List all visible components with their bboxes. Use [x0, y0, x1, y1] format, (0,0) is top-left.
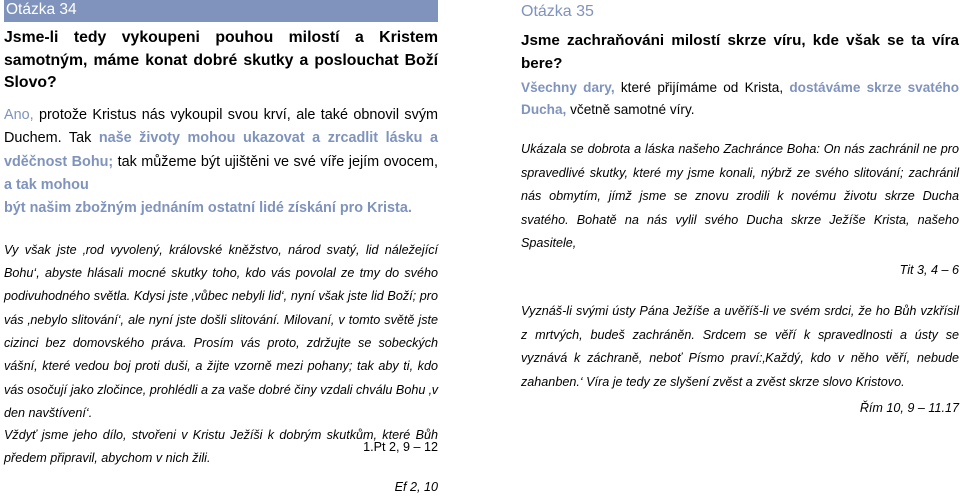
verse-part: Milovaní, v tomto světě jste cizinci bez domovského práva. — [4, 312, 438, 350]
verse-part: Srdcem se věří k spravedlnosti a ústy se vyznává k záchraně, neboť Písmo praví:‚Každý, kdo v něho věří, nebude zahanben.‘ — [521, 327, 960, 389]
verse-part: Vy však jste ‚rod vyvolený, královské kněžstvo, národ svatý, lid náležející Bohu‘, abyste hlásali mocné skutky toho, kdo vás povolal ze tmy do svého podivuhodného světla. — [4, 242, 438, 304]
answer-highlight: Všechny dary, — [521, 80, 615, 95]
question-text: Jsme zachraňováni milostí skrze víru, kde však se ta víra bere? — [521, 32, 959, 72]
answer-part: protože Kristus nás vykoupil svou krví, ale také obnovil svým Duchem. Tak — [4, 106, 438, 147]
verse-reference: 1.Pt 2, 9 – 12 — [363, 440, 438, 455]
verse-text — [521, 300, 959, 394]
verse-part: Kdysi jste ‚vůbec nebyli lid‘, nyní však jste lid Boží; pro vás ‚nebylo slitování‘, ale nyní jste došli slitování. — [4, 289, 438, 327]
answer-part: tak můžeme být ujištěni ve své víře jejím ovocem, — [113, 153, 438, 170]
verse-part: Bohatě na nás vylil svého Ducha skrze Ježíše Krista, našeho Spasitele, — [521, 212, 959, 251]
verse-reference: Tit 3, 4 – 6 — [899, 262, 959, 277]
bottom-verse-block — [4, 424, 438, 497]
verse-part: Prosím vás proto, zdržujte se sobeckých vášní, které vedou boj proti duši, a žijte vzorně mezi pohany; tak aby ti, kdo vás osočují jako zločince, prohlédli a za vaše dobré činy vzdali chválu Bohu ‚v den navštívení‘. — [4, 336, 439, 420]
verse-reference: Ef 2, 10 — [394, 479, 438, 494]
verse-part: Vyznáš-li svými ústy Pána Ježíše a uvěříš-li ve svém srdci, že ho Bůh vzkřísil z mrtvých, budeš zachráněn. — [521, 303, 959, 342]
answer-text — [521, 77, 959, 121]
verse-text — [521, 138, 959, 256]
left-column — [4, 0, 438, 457]
verse-text: Vždyť jsme jeho dílo, stvořeni v Kristu Ježíši k dobrým skutkům, které Bůh předem připravil, abychom v nich žili. — [4, 428, 438, 466]
question-heading: Otázka 35 — [521, 2, 959, 24]
answer-highlight: a tak mohou — [4, 177, 89, 193]
answer-text — [4, 104, 438, 221]
answer-highlight: dostáváme skrze svatého Ducha, — [521, 80, 959, 117]
answer-highlight: být našim zbožným jednáním ostatní lidé získání pro Krista. — [4, 200, 412, 217]
verse-text — [4, 239, 438, 425]
question-text: Jsme-li tedy vykoupeni pouhou milostí a Kristem samotným, máme konat dobré skutky a poslouchat Boží Slovo? — [4, 29, 438, 92]
verse-part: Ukázala se dobrota a láska našeho Zachránce Boha: On nás zachránil ne pro spravedlivé skutky, které my jsme konali, nýbrž ze svého slitování; zachránil nás obmytím, jímž jsme se znovu zrodili k novému životu skrze Ducha svatého. — [521, 142, 959, 227]
question-heading: Otázka 34 — [4, 0, 438, 22]
answer-highlight: naše životy mohou ukazovat a zrcadlit lásku a vděčnost Bohu; — [4, 130, 439, 170]
right-column — [521, 0, 959, 418]
answer-part: včetně samotné víry. — [566, 102, 695, 117]
verse-reference: Řím 10, 9 – 11.17 — [859, 401, 959, 416]
answer-part: které přijímáme od Krista, — [614, 80, 790, 95]
verse-part: Víra je tedy ze slyšení zvěst a zvěst skrze slovo Kristovo. — [582, 374, 905, 389]
answer-yes: Ano, — [4, 106, 34, 123]
